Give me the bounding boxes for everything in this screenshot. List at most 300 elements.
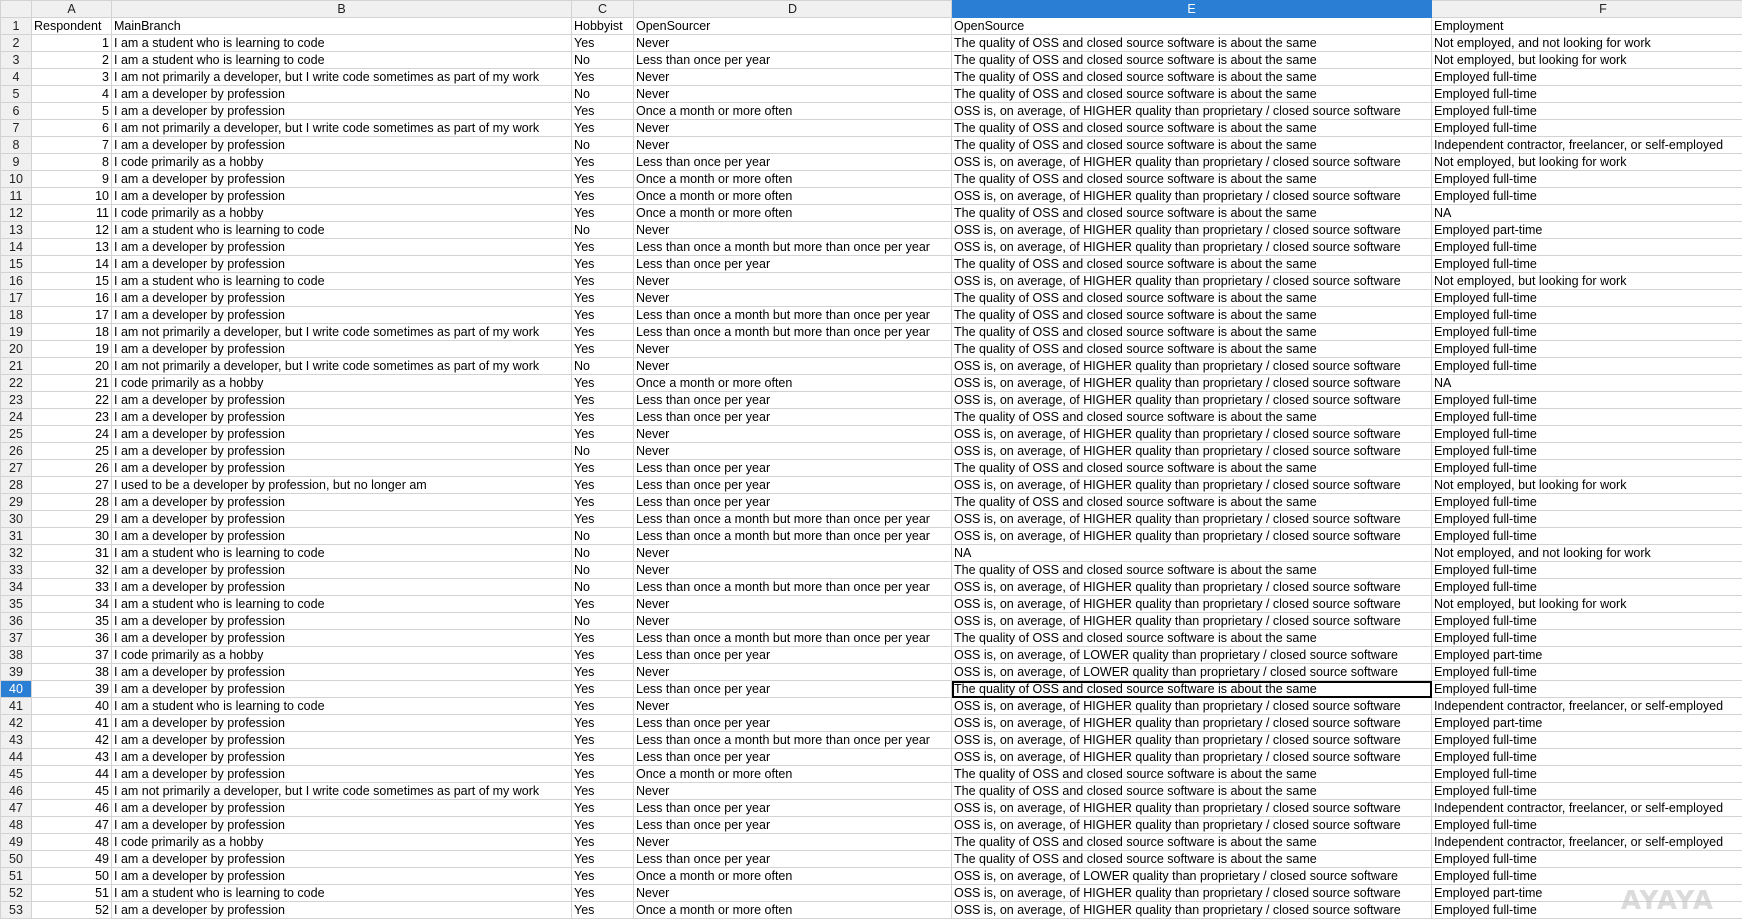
cell-b[interactable]: I am a developer by profession xyxy=(112,613,572,630)
cell-f[interactable]: Employment xyxy=(1432,18,1742,35)
selected-cell[interactable]: The quality of OSS and closed source software is about the same xyxy=(952,681,1432,698)
cell-b[interactable]: I am a developer by profession xyxy=(112,511,572,528)
cell-f[interactable]: Employed part-time xyxy=(1432,222,1742,239)
cell-d[interactable]: Less than once a month but more than once per year xyxy=(634,324,952,341)
cell-d[interactable]: Never xyxy=(634,545,952,562)
row-header[interactable]: 2 xyxy=(1,35,32,52)
cell-c[interactable]: Yes xyxy=(572,596,634,613)
cell-f[interactable]: Employed full-time xyxy=(1432,392,1742,409)
row-header[interactable]: 18 xyxy=(1,307,32,324)
cell-a[interactable]: 45 xyxy=(32,783,112,800)
cell-b[interactable]: I am a developer by profession xyxy=(112,341,572,358)
cell-d[interactable]: Never xyxy=(634,86,952,103)
cell-e[interactable]: The quality of OSS and closed source software is about the same xyxy=(952,52,1432,69)
row-header[interactable]: 34 xyxy=(1,579,32,596)
cell-f[interactable]: Employed full-time xyxy=(1432,443,1742,460)
cell-f[interactable]: Employed full-time xyxy=(1432,188,1742,205)
cell-d[interactable]: Less than once per year xyxy=(634,52,952,69)
cell-a[interactable]: 15 xyxy=(32,273,112,290)
cell-f[interactable]: NA xyxy=(1432,375,1742,392)
cell-f[interactable]: Employed full-time xyxy=(1432,749,1742,766)
row-header[interactable]: 25 xyxy=(1,426,32,443)
cell-a[interactable]: 39 xyxy=(32,681,112,698)
cell-e[interactable]: OSS is, on average, of HIGHER quality than proprietary / closed source software xyxy=(952,579,1432,596)
cell-a[interactable]: 2 xyxy=(32,52,112,69)
cell-a[interactable]: 14 xyxy=(32,256,112,273)
row-header[interactable]: 4 xyxy=(1,69,32,86)
cell-a[interactable]: 31 xyxy=(32,545,112,562)
cell-b[interactable]: I am a developer by profession xyxy=(112,902,572,919)
cell-e[interactable]: The quality of OSS and closed source software is about the same xyxy=(952,834,1432,851)
cell-f[interactable]: Employed full-time xyxy=(1432,511,1742,528)
cell-b[interactable]: I used to be a developer by profession, but no longer am xyxy=(112,477,572,494)
cell-e[interactable]: OSS is, on average, of HIGHER quality than proprietary / closed source software xyxy=(952,511,1432,528)
cell-d[interactable]: Once a month or more often xyxy=(634,868,952,885)
cell-d[interactable]: Never xyxy=(634,834,952,851)
cell-a[interactable]: 51 xyxy=(32,885,112,902)
cell-b[interactable]: I am a student who is learning to code xyxy=(112,698,572,715)
cell-c[interactable]: Yes xyxy=(572,732,634,749)
cell-c[interactable]: Yes xyxy=(572,868,634,885)
cell-d[interactable]: Less than once per year xyxy=(634,681,952,698)
cell-d[interactable]: Once a month or more often xyxy=(634,103,952,120)
cell-f[interactable]: Not employed, but looking for work xyxy=(1432,273,1742,290)
cell-f[interactable]: Employed part-time xyxy=(1432,885,1742,902)
cell-e[interactable]: The quality of OSS and closed source software is about the same xyxy=(952,35,1432,52)
cell-b[interactable]: I am a developer by profession xyxy=(112,443,572,460)
cell-c[interactable]: Yes xyxy=(572,460,634,477)
cell-f[interactable]: Not employed, but looking for work xyxy=(1432,52,1742,69)
row-header[interactable]: 31 xyxy=(1,528,32,545)
cell-d[interactable]: Less than once a month but more than once per year xyxy=(634,528,952,545)
row-header[interactable]: 16 xyxy=(1,273,32,290)
cell-c[interactable]: Yes xyxy=(572,851,634,868)
row-header[interactable]: 26 xyxy=(1,443,32,460)
cell-c[interactable]: No xyxy=(572,52,634,69)
cell-f[interactable]: Employed full-time xyxy=(1432,256,1742,273)
cell-f[interactable]: Employed full-time xyxy=(1432,868,1742,885)
cell-d[interactable]: Never xyxy=(634,783,952,800)
cell-d[interactable]: Never xyxy=(634,137,952,154)
cell-e[interactable]: OSS is, on average, of HIGHER quality than proprietary / closed source software xyxy=(952,749,1432,766)
cell-c[interactable]: Yes xyxy=(572,290,634,307)
cell-c[interactable]: No xyxy=(572,137,634,154)
row-header[interactable]: 48 xyxy=(1,817,32,834)
cell-c[interactable]: No xyxy=(572,222,634,239)
cell-e[interactable]: OSS is, on average, of HIGHER quality than proprietary / closed source software xyxy=(952,188,1432,205)
cell-a[interactable]: 46 xyxy=(32,800,112,817)
cell-d[interactable]: Less than once a month but more than once per year xyxy=(634,732,952,749)
row-header[interactable]: 33 xyxy=(1,562,32,579)
cell-d[interactable]: Never xyxy=(634,273,952,290)
cell-f[interactable]: Employed full-time xyxy=(1432,460,1742,477)
cell-c[interactable]: Yes xyxy=(572,69,634,86)
cell-c[interactable]: Yes xyxy=(572,800,634,817)
cell-c[interactable]: No xyxy=(572,528,634,545)
cell-b[interactable]: I am a developer by profession xyxy=(112,817,572,834)
cell-a[interactable]: 8 xyxy=(32,154,112,171)
row-header[interactable]: 14 xyxy=(1,239,32,256)
cell-d[interactable]: Once a month or more often xyxy=(634,902,952,919)
column-header-f[interactable]: F xyxy=(1432,1,1742,18)
cell-a[interactable]: 19 xyxy=(32,341,112,358)
cell-c[interactable]: Yes xyxy=(572,103,634,120)
row-header[interactable]: 11 xyxy=(1,188,32,205)
row-header[interactable]: 36 xyxy=(1,613,32,630)
cell-a[interactable]: 23 xyxy=(32,409,112,426)
cell-e[interactable]: OSS is, on average, of HIGHER quality than proprietary / closed source software xyxy=(952,477,1432,494)
row-header[interactable]: 38 xyxy=(1,647,32,664)
cell-a[interactable]: 7 xyxy=(32,137,112,154)
cell-f[interactable]: Employed full-time xyxy=(1432,579,1742,596)
cell-e[interactable]: The quality of OSS and closed source software is about the same xyxy=(952,307,1432,324)
cell-c[interactable]: Yes xyxy=(572,120,634,137)
row-header[interactable]: 8 xyxy=(1,137,32,154)
row-header[interactable]: 3 xyxy=(1,52,32,69)
cell-d[interactable]: Less than once per year xyxy=(634,647,952,664)
cell-e[interactable]: OSS is, on average, of HIGHER quality than proprietary / closed source software xyxy=(952,596,1432,613)
row-header[interactable]: 51 xyxy=(1,868,32,885)
row-header[interactable]: 42 xyxy=(1,715,32,732)
cell-c[interactable]: Yes xyxy=(572,392,634,409)
cell-b[interactable]: I am a student who is learning to code xyxy=(112,885,572,902)
cell-e[interactable]: The quality of OSS and closed source software is about the same xyxy=(952,86,1432,103)
row-header[interactable]: 24 xyxy=(1,409,32,426)
cell-d[interactable]: Less than once per year xyxy=(634,392,952,409)
cell-d[interactable]: Less than once a month but more than once per year xyxy=(634,630,952,647)
cell-d[interactable]: Less than once per year xyxy=(634,460,952,477)
cell-a[interactable]: 13 xyxy=(32,239,112,256)
cell-f[interactable]: Employed full-time xyxy=(1432,290,1742,307)
cell-f[interactable]: Employed full-time xyxy=(1432,120,1742,137)
cell-e[interactable]: OSS is, on average, of HIGHER quality than proprietary / closed source software xyxy=(952,273,1432,290)
cell-c[interactable]: Yes xyxy=(572,154,634,171)
cell-b[interactable]: I am a developer by profession xyxy=(112,290,572,307)
cell-b[interactable]: I am a developer by profession xyxy=(112,579,572,596)
cell-c[interactable]: Yes xyxy=(572,307,634,324)
cell-b[interactable]: I code primarily as a hobby xyxy=(112,205,572,222)
cell-a[interactable]: 41 xyxy=(32,715,112,732)
cell-c[interactable]: Hobbyist xyxy=(572,18,634,35)
cell-c[interactable]: No xyxy=(572,86,634,103)
select-all-corner[interactable] xyxy=(1,1,32,18)
cell-a[interactable]: 6 xyxy=(32,120,112,137)
cell-e[interactable]: OSS is, on average, of HIGHER quality than proprietary / closed source software xyxy=(952,443,1432,460)
cell-c[interactable]: Yes xyxy=(572,171,634,188)
column-header-e[interactable]: E xyxy=(952,1,1432,18)
cell-e[interactable]: The quality of OSS and closed source software is about the same xyxy=(952,409,1432,426)
cell-a[interactable]: 4 xyxy=(32,86,112,103)
cell-c[interactable]: Yes xyxy=(572,834,634,851)
cell-d[interactable]: Less than once per year xyxy=(634,800,952,817)
cell-f[interactable]: Employed part-time xyxy=(1432,715,1742,732)
cell-a[interactable]: 48 xyxy=(32,834,112,851)
cell-d[interactable]: Never xyxy=(634,290,952,307)
row-header[interactable]: 43 xyxy=(1,732,32,749)
cell-f[interactable]: Employed full-time xyxy=(1432,732,1742,749)
row-header[interactable]: 13 xyxy=(1,222,32,239)
cell-f[interactable]: Employed full-time xyxy=(1432,494,1742,511)
cell-a[interactable]: 52 xyxy=(32,902,112,919)
cell-b[interactable]: I code primarily as a hobby xyxy=(112,154,572,171)
cell-a[interactable]: 44 xyxy=(32,766,112,783)
cell-c[interactable]: Yes xyxy=(572,375,634,392)
cell-b[interactable]: I am a student who is learning to code xyxy=(112,222,572,239)
cell-b[interactable]: I am a student who is learning to code xyxy=(112,596,572,613)
cell-d[interactable]: Never xyxy=(634,664,952,681)
cell-c[interactable]: Yes xyxy=(572,749,634,766)
cell-c[interactable]: No xyxy=(572,443,634,460)
cell-d[interactable]: Once a month or more often xyxy=(634,375,952,392)
cell-f[interactable]: Not employed, and not looking for work xyxy=(1432,545,1742,562)
cell-d[interactable]: Never xyxy=(634,426,952,443)
cell-b[interactable]: I am a developer by profession xyxy=(112,171,572,188)
cell-c[interactable]: Yes xyxy=(572,205,634,222)
row-header[interactable]: 1 xyxy=(1,18,32,35)
cell-b[interactable]: I am a developer by profession xyxy=(112,868,572,885)
cell-c[interactable]: Yes xyxy=(572,494,634,511)
cell-b[interactable]: I am a developer by profession xyxy=(112,681,572,698)
cell-b[interactable]: I am a developer by profession xyxy=(112,630,572,647)
row-header[interactable]: 29 xyxy=(1,494,32,511)
cell-a[interactable]: 47 xyxy=(32,817,112,834)
row-header[interactable]: 28 xyxy=(1,477,32,494)
cell-c[interactable]: Yes xyxy=(572,324,634,341)
row-header[interactable]: 9 xyxy=(1,154,32,171)
cell-f[interactable]: Employed full-time xyxy=(1432,766,1742,783)
cell-f[interactable]: Employed full-time xyxy=(1432,307,1742,324)
cell-e[interactable]: The quality of OSS and closed source software is about the same xyxy=(952,324,1432,341)
cell-a[interactable]: 20 xyxy=(32,358,112,375)
cell-e[interactable]: The quality of OSS and closed source software is about the same xyxy=(952,171,1432,188)
cell-c[interactable]: Yes xyxy=(572,630,634,647)
row-header[interactable]: 32 xyxy=(1,545,32,562)
cell-c[interactable]: No xyxy=(572,358,634,375)
cell-b[interactable]: I am a developer by profession xyxy=(112,800,572,817)
cell-b[interactable]: I am a student who is learning to code xyxy=(112,35,572,52)
cell-d[interactable]: Never xyxy=(634,341,952,358)
cell-a[interactable]: 26 xyxy=(32,460,112,477)
cell-d[interactable]: Less than once per year xyxy=(634,749,952,766)
cell-b[interactable]: I am not primarily a developer, but I write code sometimes as part of my work xyxy=(112,324,572,341)
cell-e[interactable]: The quality of OSS and closed source software is about the same xyxy=(952,205,1432,222)
cell-a[interactable]: 9 xyxy=(32,171,112,188)
row-header[interactable]: 30 xyxy=(1,511,32,528)
cell-d[interactable]: Less than once a month but more than once per year xyxy=(634,239,952,256)
row-header[interactable]: 10 xyxy=(1,171,32,188)
cell-d[interactable]: Never xyxy=(634,443,952,460)
cell-b[interactable]: I code primarily as a hobby xyxy=(112,375,572,392)
cell-a[interactable]: 12 xyxy=(32,222,112,239)
cell-c[interactable]: No xyxy=(572,579,634,596)
cell-a[interactable]: 43 xyxy=(32,749,112,766)
cell-c[interactable]: No xyxy=(572,562,634,579)
cell-c[interactable]: Yes xyxy=(572,273,634,290)
cell-c[interactable]: Yes xyxy=(572,902,634,919)
cell-c[interactable]: Yes xyxy=(572,511,634,528)
cell-b[interactable]: I am a developer by profession xyxy=(112,851,572,868)
cell-a[interactable]: Respondent xyxy=(32,18,112,35)
cell-a[interactable]: 25 xyxy=(32,443,112,460)
cell-a[interactable]: 24 xyxy=(32,426,112,443)
cell-e[interactable]: OSS is, on average, of HIGHER quality than proprietary / closed source software xyxy=(952,239,1432,256)
cell-d[interactable]: Never xyxy=(634,596,952,613)
cell-b[interactable]: I am a student who is learning to code xyxy=(112,52,572,69)
cell-c[interactable]: Yes xyxy=(572,681,634,698)
row-header[interactable]: 45 xyxy=(1,766,32,783)
cell-c[interactable]: Yes xyxy=(572,35,634,52)
cell-a[interactable]: 11 xyxy=(32,205,112,222)
cell-f[interactable]: Independent contractor, freelancer, or self-employed xyxy=(1432,698,1742,715)
row-header[interactable]: 21 xyxy=(1,358,32,375)
cell-c[interactable]: Yes xyxy=(572,426,634,443)
cell-b[interactable]: I am a developer by profession xyxy=(112,664,572,681)
cell-a[interactable]: 3 xyxy=(32,69,112,86)
cell-b[interactable]: I am not primarily a developer, but I write code sometimes as part of my work xyxy=(112,358,572,375)
cell-e[interactable]: OSS is, on average, of LOWER quality than proprietary / closed source software xyxy=(952,647,1432,664)
cell-d[interactable]: Less than once per year xyxy=(634,477,952,494)
cell-b[interactable]: I am a student who is learning to code xyxy=(112,273,572,290)
cell-e[interactable]: OSS is, on average, of HIGHER quality than proprietary / closed source software xyxy=(952,392,1432,409)
cell-e[interactable]: OSS is, on average, of HIGHER quality than proprietary / closed source software xyxy=(952,885,1432,902)
cell-b[interactable]: I am a developer by profession xyxy=(112,426,572,443)
cell-e[interactable]: The quality of OSS and closed source software is about the same xyxy=(952,783,1432,800)
cell-e[interactable]: OSS is, on average, of HIGHER quality than proprietary / closed source software xyxy=(952,715,1432,732)
cell-a[interactable]: 5 xyxy=(32,103,112,120)
column-header-c[interactable]: C xyxy=(572,1,634,18)
cell-d[interactable]: Less than once per year xyxy=(634,154,952,171)
cell-f[interactable]: Independent contractor, freelancer, or self-employed xyxy=(1432,834,1742,851)
cell-d[interactable]: Less than once a month but more than once per year xyxy=(634,307,952,324)
cell-f[interactable]: Employed full-time xyxy=(1432,324,1742,341)
row-header[interactable]: 49 xyxy=(1,834,32,851)
cell-b[interactable]: I am a developer by profession xyxy=(112,409,572,426)
cell-d[interactable]: Once a month or more often xyxy=(634,205,952,222)
cell-a[interactable]: 27 xyxy=(32,477,112,494)
cell-b[interactable]: I am a developer by profession xyxy=(112,103,572,120)
cell-f[interactable]: Employed part-time xyxy=(1432,647,1742,664)
cell-d[interactable]: Never xyxy=(634,35,952,52)
cell-c[interactable]: Yes xyxy=(572,341,634,358)
cell-e[interactable]: The quality of OSS and closed source software is about the same xyxy=(952,69,1432,86)
cell-a[interactable]: 38 xyxy=(32,664,112,681)
cell-c[interactable]: Yes xyxy=(572,698,634,715)
cell-e[interactable]: OSS is, on average, of HIGHER quality than proprietary / closed source software xyxy=(952,528,1432,545)
cell-d[interactable]: Never xyxy=(634,358,952,375)
cell-b[interactable]: I code primarily as a hobby xyxy=(112,647,572,664)
cell-f[interactable]: Employed full-time xyxy=(1432,902,1742,919)
cell-f[interactable]: Not employed, but looking for work xyxy=(1432,596,1742,613)
row-header[interactable]: 41 xyxy=(1,698,32,715)
cell-f[interactable]: Employed full-time xyxy=(1432,171,1742,188)
cell-d[interactable]: Never xyxy=(634,69,952,86)
cell-f[interactable]: Employed full-time xyxy=(1432,426,1742,443)
cell-b[interactable]: MainBranch xyxy=(112,18,572,35)
cell-f[interactable]: Employed full-time xyxy=(1432,103,1742,120)
row-header[interactable]: 40 xyxy=(1,681,32,698)
cell-d[interactable]: Never xyxy=(634,222,952,239)
cell-e[interactable]: The quality of OSS and closed source software is about the same xyxy=(952,562,1432,579)
cell-c[interactable]: No xyxy=(572,613,634,630)
cell-d[interactable]: OpenSourcer xyxy=(634,18,952,35)
column-header-a[interactable]: A xyxy=(32,1,112,18)
cell-b[interactable]: I am a developer by profession xyxy=(112,749,572,766)
row-header[interactable]: 12 xyxy=(1,205,32,222)
cell-a[interactable]: 37 xyxy=(32,647,112,664)
cell-f[interactable]: Employed full-time xyxy=(1432,664,1742,681)
column-header-b[interactable]: B xyxy=(112,1,572,18)
cell-f[interactable]: Employed full-time xyxy=(1432,613,1742,630)
row-header[interactable]: 20 xyxy=(1,341,32,358)
cell-e[interactable]: OSS is, on average, of HIGHER quality than proprietary / closed source software xyxy=(952,902,1432,919)
row-header[interactable]: 17 xyxy=(1,290,32,307)
cell-f[interactable]: Employed full-time xyxy=(1432,562,1742,579)
cell-b[interactable]: I am a developer by profession xyxy=(112,562,572,579)
cell-a[interactable]: 28 xyxy=(32,494,112,511)
cell-e[interactable]: OSS is, on average, of HIGHER quality than proprietary / closed source software xyxy=(952,426,1432,443)
cell-a[interactable]: 33 xyxy=(32,579,112,596)
cell-b[interactable]: I am a developer by profession xyxy=(112,528,572,545)
row-header[interactable]: 53 xyxy=(1,902,32,919)
cell-d[interactable]: Less than once per year xyxy=(634,409,952,426)
cell-e[interactable]: NA xyxy=(952,545,1432,562)
cell-d[interactable]: Less than once per year xyxy=(634,715,952,732)
cell-a[interactable]: 10 xyxy=(32,188,112,205)
cell-e[interactable]: OSS is, on average, of HIGHER quality than proprietary / closed source software xyxy=(952,103,1432,120)
row-header[interactable]: 6 xyxy=(1,103,32,120)
row-header[interactable]: 52 xyxy=(1,885,32,902)
row-header[interactable]: 15 xyxy=(1,256,32,273)
cell-c[interactable]: Yes xyxy=(572,409,634,426)
cell-d[interactable]: Never xyxy=(634,120,952,137)
cell-e[interactable]: OSS is, on average, of LOWER quality than proprietary / closed source software xyxy=(952,868,1432,885)
cell-d[interactable]: Never xyxy=(634,698,952,715)
cell-c[interactable]: Yes xyxy=(572,647,634,664)
cell-b[interactable]: I am a student who is learning to code xyxy=(112,545,572,562)
cell-f[interactable]: Employed full-time xyxy=(1432,851,1742,868)
cell-d[interactable]: Less than once per year xyxy=(634,817,952,834)
cell-e[interactable]: OSS is, on average, of HIGHER quality than proprietary / closed source software xyxy=(952,613,1432,630)
cell-c[interactable]: Yes xyxy=(572,256,634,273)
cell-d[interactable]: Less than once a month but more than once per year xyxy=(634,579,952,596)
cell-b[interactable]: I am a developer by profession xyxy=(112,460,572,477)
cell-d[interactable]: Never xyxy=(634,613,952,630)
cell-a[interactable]: 40 xyxy=(32,698,112,715)
cell-c[interactable]: Yes xyxy=(572,817,634,834)
cell-c[interactable]: Yes xyxy=(572,664,634,681)
cell-b[interactable]: I am a developer by profession xyxy=(112,256,572,273)
cell-a[interactable]: 35 xyxy=(32,613,112,630)
cell-a[interactable]: 30 xyxy=(32,528,112,545)
cell-c[interactable]: Yes xyxy=(572,885,634,902)
cell-e[interactable]: OSS is, on average, of HIGHER quality than proprietary / closed source software xyxy=(952,732,1432,749)
cell-d[interactable]: Less than once per year xyxy=(634,494,952,511)
row-header[interactable]: 47 xyxy=(1,800,32,817)
cell-e[interactable]: OSS is, on average, of HIGHER quality than proprietary / closed source software xyxy=(952,817,1432,834)
cell-b[interactable]: I am a developer by profession xyxy=(112,715,572,732)
cell-f[interactable]: Employed full-time xyxy=(1432,409,1742,426)
row-header[interactable]: 7 xyxy=(1,120,32,137)
cell-b[interactable]: I code primarily as a hobby xyxy=(112,834,572,851)
row-header[interactable]: 27 xyxy=(1,460,32,477)
cell-a[interactable]: 1 xyxy=(32,35,112,52)
cell-b[interactable]: I am a developer by profession xyxy=(112,494,572,511)
cell-e[interactable]: The quality of OSS and closed source software is about the same xyxy=(952,630,1432,647)
cell-b[interactable]: I am a developer by profession xyxy=(112,766,572,783)
cell-c[interactable]: No xyxy=(572,545,634,562)
cell-f[interactable]: Not employed, but looking for work xyxy=(1432,477,1742,494)
cell-e[interactable]: OSS is, on average, of HIGHER quality than proprietary / closed source software xyxy=(952,358,1432,375)
